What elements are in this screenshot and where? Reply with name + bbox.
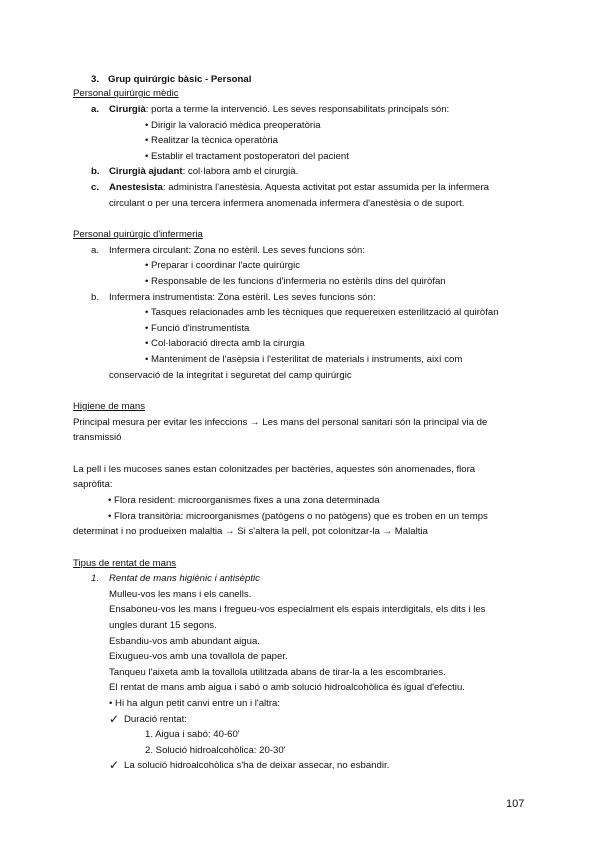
bullet-item: • Hi ha algun petit canvi entre un i l'altra: [109, 698, 281, 709]
term-text: : col·labora amb el cirurgià. [182, 166, 299, 177]
list-item-instrumentista: Infermera instrumentista: Zona estèril. Les seves funcions són: [109, 292, 376, 303]
heading-medic: Personal quirúrgic mèdic [73, 88, 179, 99]
step-line: El rentat de mans amb aigua i sabó o amb solució hidroalcohòlica és igual d'efectiu. [109, 682, 465, 693]
paragraph-line: sapròfita: [73, 479, 113, 490]
bullet-item: • Col·laboració directa amb la cirurgia [145, 338, 305, 349]
paragraph-line: transmissió [73, 432, 122, 443]
list-item-circulant: Infermera circulant: Zona no estèril. Les seves funcions són: [109, 245, 365, 256]
text-line: conservació de la integritat i seguretat del camp quirúrgic [109, 370, 352, 381]
list-marker: b. [91, 166, 100, 177]
bullet-item: • Tasques relacionades amb les tècniques que requereixen esterilització al quiròfan [145, 307, 499, 318]
step-line: Eixugueu-vos amb una tovallola de paper. [109, 651, 288, 662]
list-marker: c. [91, 182, 100, 193]
duration-item: 1. Aigua i sabó: 40-60' [145, 729, 240, 740]
term: Anestesista [109, 182, 163, 193]
step-line: Esbandiu-vos amb abundant aigua. [109, 636, 260, 647]
step-line: Mulleu-vos les mans i els canells. [109, 589, 252, 600]
term-text: : porta a terme la intervenció. Les seves responsabilitats principals són: [145, 104, 450, 115]
subsection-number: 1. [91, 573, 100, 584]
subsection-title: Rentat de mans higiènic i antisèptic [109, 573, 260, 584]
bullet-item: • Establir el tractament postoperatori del pacient [145, 151, 349, 162]
list-item-ajudant [109, 166, 298, 178]
paragraph-line: Principal mesura per evitar les infeccions → Les mans del personal sanitari són la principal via de [73, 417, 488, 428]
section-title: Grup quirúrgic bàsic - Personal [108, 74, 252, 85]
duration-item: 2. Solució hidroalcohòlica: 20-30' [145, 745, 286, 756]
bullet-item: • Flora transitòria: microorganismes (patògens o no patògens) que es troben en un temps [108, 511, 488, 522]
checkmark-icon: ✓ [109, 712, 120, 726]
text-line: determinat i no produeixen malaltia → Si s'altera la pell, pot colonitzar-la → Malaltia [73, 526, 428, 537]
bullet-item: • Manteniment de l'asèpsia i l'esterilitat de materials i instruments, així com [145, 354, 463, 365]
step-line: Ensaboneu-vos les mans i fregueu-vos especialment els espais interdigitals, els dits i les [109, 604, 486, 615]
text-line: circulant o per una tercera infermera anomenada infermera d'anestèsia o de suport. [109, 198, 465, 209]
checkmark-icon: ✓ [109, 758, 120, 772]
check-item: La solució hidroalcohòlica s'ha de deixar assecar, no esbandir. [124, 760, 390, 771]
list-marker: a. [91, 104, 100, 115]
section-number: 3. [91, 74, 100, 85]
page-number: 107 [506, 798, 525, 810]
bullet-item: • Funció d'instrumentista [145, 323, 250, 334]
bullet-item: • Preparar i coordinar l'acte quirúrgic [145, 260, 301, 271]
list-marker: a. [91, 245, 100, 256]
check-item: Duració rentat: [124, 714, 187, 725]
term: Cirurgià [109, 104, 146, 115]
heading-rentat: Tipus de rentat de mans [73, 558, 177, 569]
bullet-item: • Dirigir la valoració mèdica preoperatòria [145, 120, 321, 131]
heading-higiene: Higiene de mans [73, 401, 145, 412]
term: Cirurgià ajudant [109, 166, 183, 177]
paragraph-line: La pell i les mucoses sanes estan colonitzades per bactèries, aquestes són anomenades, flora [73, 464, 476, 475]
term-text: : administra l'anestèsia. Aquesta activitat pot estar assumida per la infermera [162, 182, 489, 193]
list-item-anestesista [109, 182, 489, 194]
heading-infermeria: Personal quirúrgic d'infermeria [73, 229, 203, 240]
bullet-item: • Responsable de les funcions d'infermeria no estèrils dins del quiròfan [145, 276, 446, 287]
step-line: ungles durant 15 segons. [109, 620, 217, 631]
list-marker: b. [91, 292, 100, 303]
bullet-item: • Realitzar la tècnica operatòria [145, 135, 278, 146]
step-line: Tanqueu l'aixeta amb la tovallola utilitzada abans de tirar-la a les escombraries. [109, 667, 446, 678]
list-item-cirurgia [109, 104, 449, 116]
bullet-item: • Flora resident: microorganismes fixes a una zona determinada [108, 495, 380, 506]
